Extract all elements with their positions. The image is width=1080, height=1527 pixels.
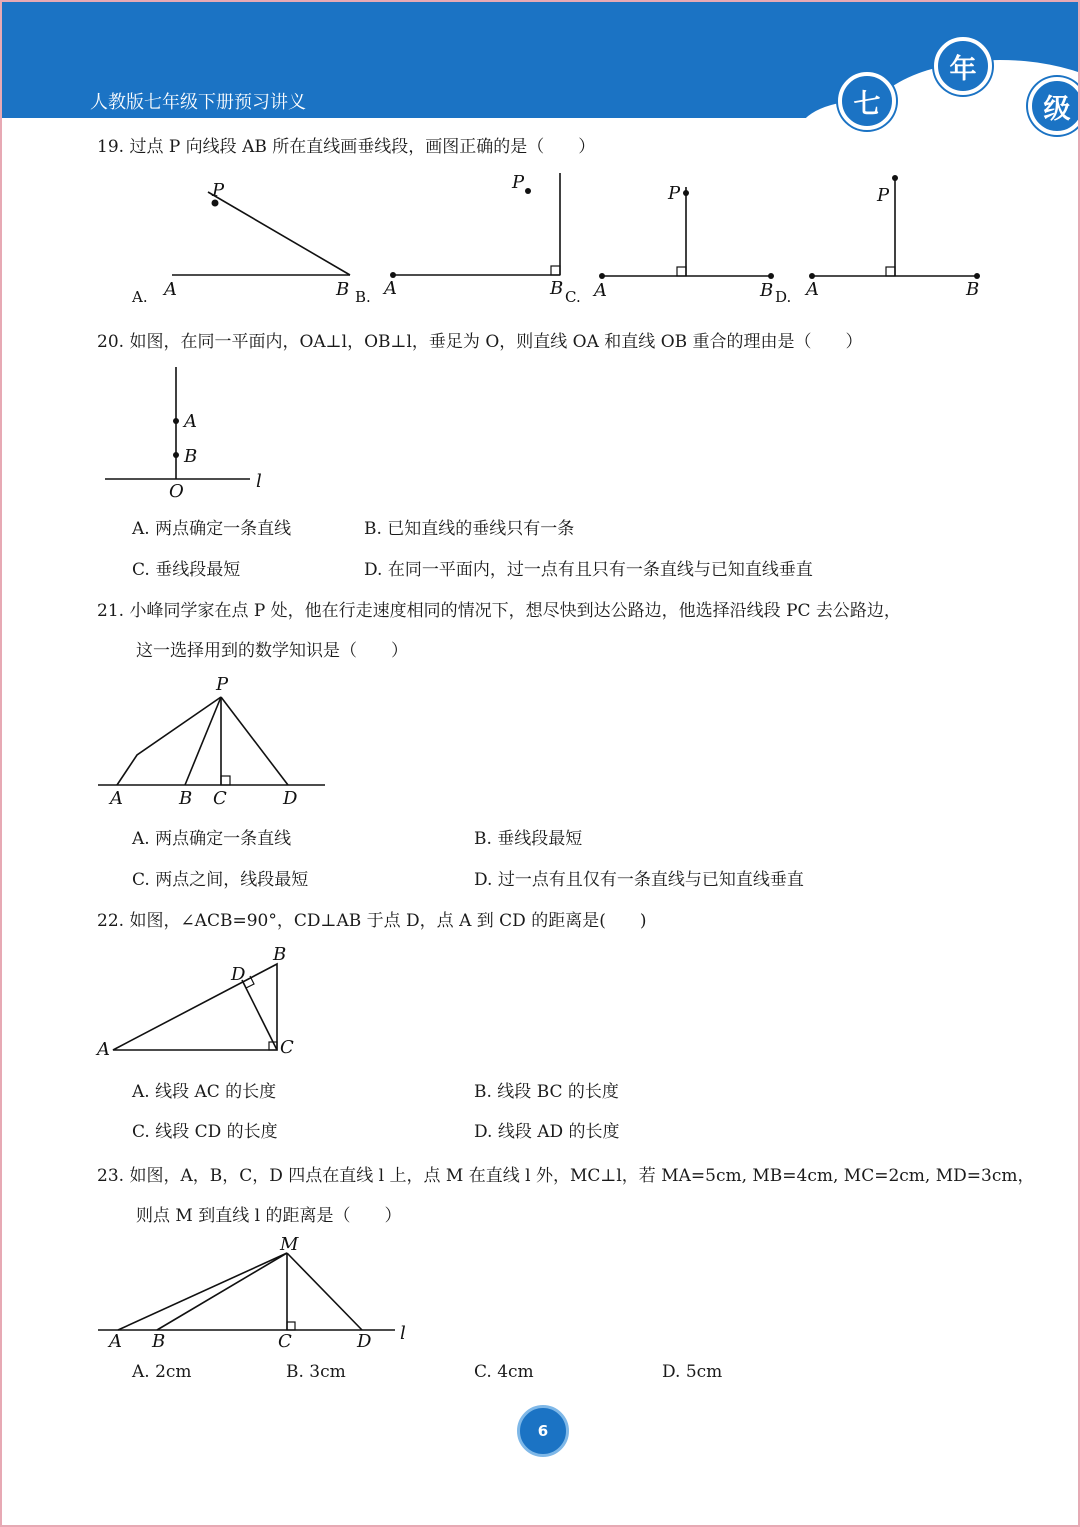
q22-option-c[interactable]: C. 线段 CD 的长度: [132, 1122, 278, 1142]
q19-stem: 19. 过点 P 向线段 AB 所在直线画垂线段，画图正确的是（ ）: [97, 137, 596, 157]
q20-figure: [100, 362, 290, 502]
q23-figure: [95, 1235, 425, 1355]
svg-text:D: D: [283, 788, 298, 809]
svg-text:A: A: [109, 1331, 122, 1352]
q20-option-d[interactable]: D. 在同一平面内，过一点有且只有一条直线与已知直线垂直: [364, 560, 813, 580]
q23-option-b[interactable]: B. 3cm: [286, 1362, 346, 1382]
svg-text:D: D: [231, 964, 246, 985]
svg-text:A: A: [164, 279, 177, 300]
q21-option-a[interactable]: A. 两点确定一条直线: [132, 829, 292, 849]
svg-text:O: O: [169, 481, 184, 502]
q19-option-a-letter: A.: [132, 288, 148, 306]
svg-text:l: l: [256, 471, 262, 492]
svg-text:B: B: [550, 278, 564, 299]
q21-option-d[interactable]: D. 过一点有且仅有一条直线与已知直线垂直: [474, 870, 804, 890]
svg-text:B: B: [760, 280, 774, 301]
q19-figures: [120, 165, 1000, 310]
q21-option-c[interactable]: C. 两点之间，线段最短: [132, 870, 309, 890]
q22-option-d[interactable]: D. 线段 AD 的长度: [474, 1122, 620, 1142]
q19-option-c-letter: C.: [565, 288, 581, 306]
svg-text:C: C: [278, 1331, 292, 1352]
svg-text:B: B: [336, 279, 350, 300]
q20-option-b[interactable]: B. 已知直线的垂线只有一条: [364, 519, 575, 539]
grade-badge-qi: 七: [838, 72, 896, 130]
q20-option-a[interactable]: A. 两点确定一条直线: [132, 519, 292, 539]
q22-option-b[interactable]: B. 线段 BC 的长度: [474, 1082, 619, 1102]
q23-stem-line1: 23. 如图，A，B，C，D 四点在直线 l 上，点 M 在直线 l 外，MC⊥l，若 MA=5cm, MB=4cm, MC=2cm, MD=3cm，: [97, 1166, 1035, 1186]
svg-text:P: P: [212, 180, 225, 201]
svg-text:A: A: [594, 280, 607, 301]
q21-stem-line1: 21. 小峰同学家在点 P 处，他在行走速度相同的情况下，想尽快到达公路边，他选择沿线段 PC 去公路边，: [97, 601, 901, 621]
svg-text:B: B: [273, 944, 287, 965]
q19-option-b-letter: B.: [355, 288, 371, 306]
svg-text:P: P: [512, 172, 525, 193]
svg-text:B: B: [184, 446, 198, 467]
svg-text:l: l: [400, 1323, 406, 1344]
svg-text:P: P: [877, 185, 890, 206]
q20-stem: 20. 如图，在同一平面内，OA⊥l，OB⊥l，垂足为 O，则直线 OA 和直线 OB 重合的理由是（ ）: [97, 332, 863, 352]
svg-text:B: B: [152, 1331, 166, 1352]
svg-text:A: A: [110, 788, 123, 809]
svg-text:A: A: [384, 278, 397, 299]
q23-stem-line2: 则点 M 到直线 l 的距离是（ ）: [136, 1206, 402, 1226]
grade-badge-nian: 年: [934, 37, 992, 95]
page-number: 6: [517, 1405, 569, 1457]
q23-option-c[interactable]: C. 4cm: [474, 1362, 534, 1382]
svg-text:A: A: [806, 279, 819, 300]
svg-text:B: B: [179, 788, 193, 809]
header-title: 人教版七年级下册预习讲义: [90, 92, 306, 113]
svg-text:P: P: [216, 674, 229, 695]
svg-text:D: D: [357, 1331, 372, 1352]
q23-option-a[interactable]: A. 2cm: [132, 1362, 192, 1382]
q19-option-d-letter: D.: [775, 288, 792, 306]
svg-text:C: C: [280, 1037, 294, 1058]
svg-text:M: M: [280, 1235, 299, 1255]
grade-badge-ji: 级: [1028, 77, 1080, 135]
q20-option-c[interactable]: C. 垂线段最短: [132, 560, 241, 580]
svg-text:B: B: [966, 279, 980, 300]
svg-text:A: A: [184, 411, 197, 432]
svg-text:P: P: [668, 183, 681, 204]
svg-text:A: A: [97, 1039, 110, 1060]
q22-figure: [95, 940, 310, 1065]
q21-figure: [95, 670, 335, 810]
q22-option-a[interactable]: A. 线段 AC 的长度: [132, 1082, 277, 1102]
svg-text:C: C: [213, 788, 227, 809]
q21-stem-line2: 这一选择用到的数学知识是（ ）: [136, 641, 408, 661]
q21-option-b[interactable]: B. 垂线段最短: [474, 829, 583, 849]
q22-stem: 22. 如图，∠ACB=90°，CD⊥AB 于点 D，点 A 到 CD 的距离是( ): [97, 911, 647, 931]
q23-option-d[interactable]: D. 5cm: [662, 1362, 723, 1382]
